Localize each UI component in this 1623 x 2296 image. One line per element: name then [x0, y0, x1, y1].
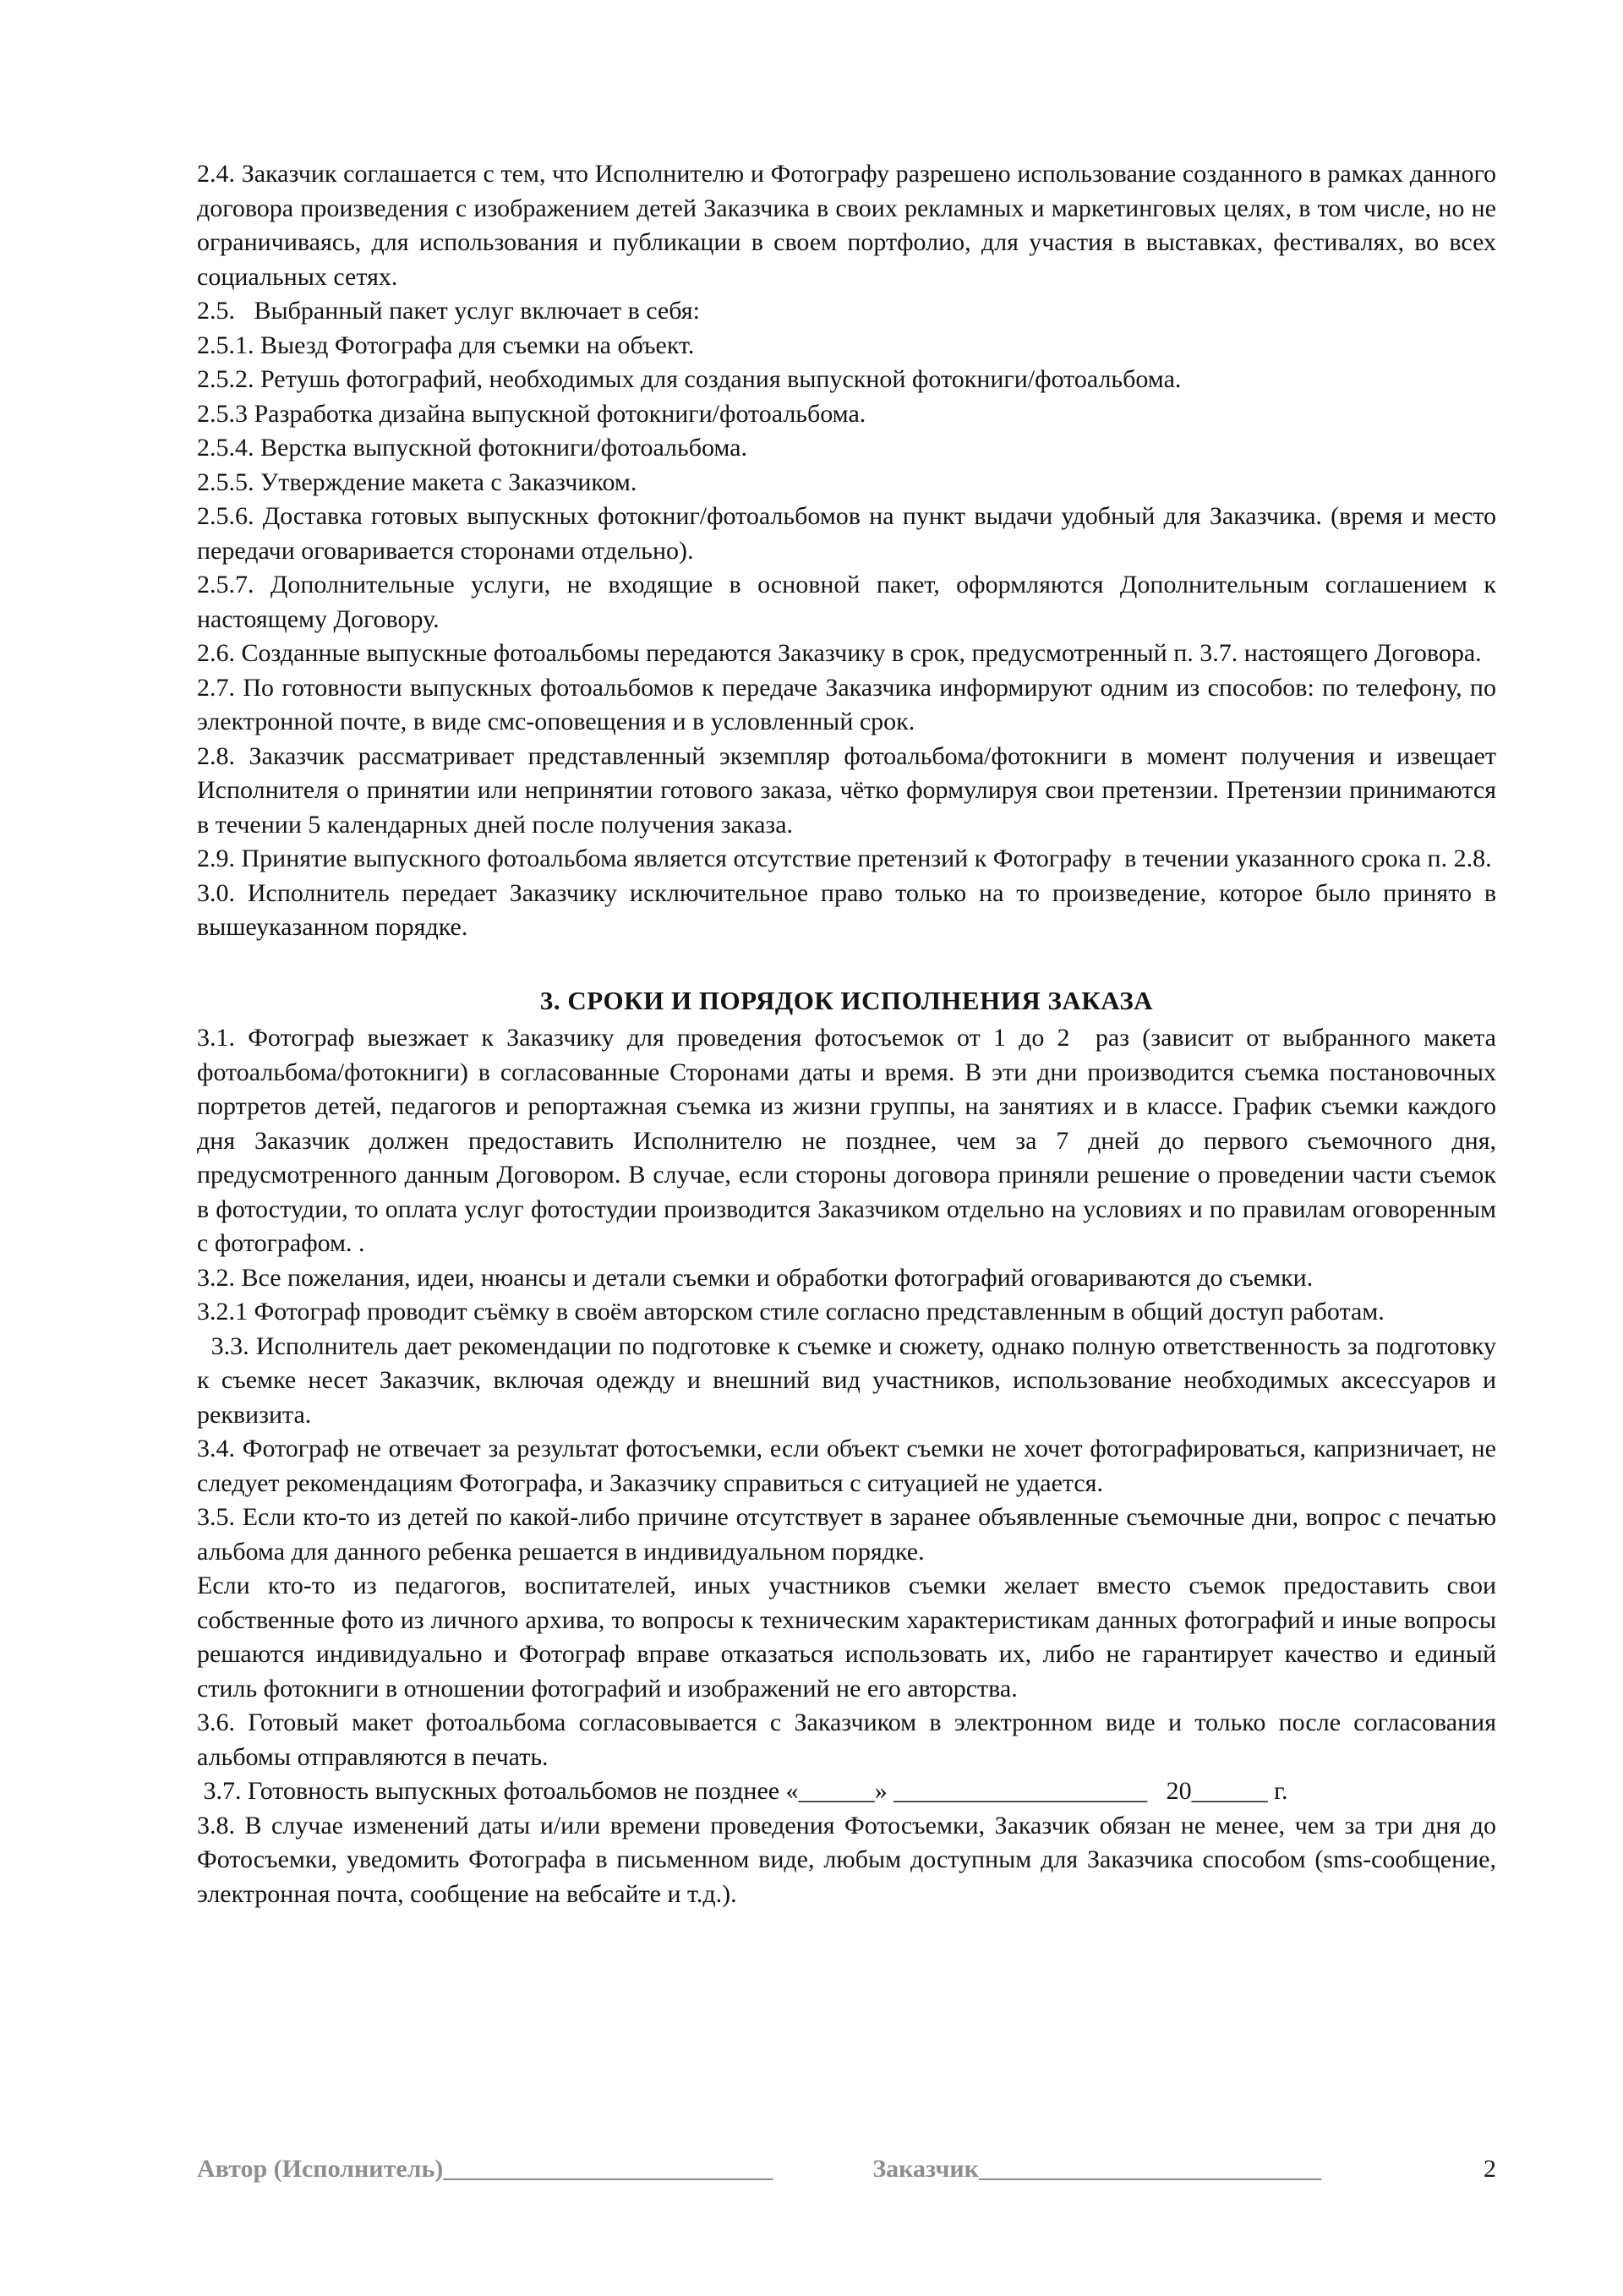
paragraph-2-9: 2.9. Принятие выпускного фотоальбома является отсутствие претензий к Фотографу в течении указанного срока п. 2.8.: [197, 845, 1492, 872]
paragraph-2-5-6: 2.5.6. Доставка готовых выпускных фотокниг/фотоальбомов на пункт выдачи удобный для Заказчика. (время и место передачи оговаривается сторонами отдельно).: [197, 502, 1503, 565]
paragraph-2-5-2: 2.5.2. Ретушь фотографий, необходимых для создания выпускной фотокниги/фотоальбома.: [197, 365, 1182, 393]
author-signature-line: __________________________: [443, 2155, 773, 2183]
author-signature-block: [197, 2155, 773, 2184]
paragraph-3-8: 3.8. В случае изменений даты и/или времени проведения Фотосъемки, Заказчик обязан не менее, чем за три дня до Фотосъемки, уведомить Фотографа в письменном виде, любым доступным для Заказчика способом (sms-сообщение, электронная почта, сообщение на вебсайте и т.д.).: [197, 1811, 1503, 1908]
paragraph-2-5-5: 2.5.5. Утверждение макета с Заказчиком.: [197, 467, 637, 496]
page-number: 2: [1484, 2155, 1496, 2183]
contract-body: [197, 157, 1503, 1911]
customer-signature-line: ___________________________: [978, 2155, 1321, 2183]
section-3-heading: 3. СРОКИ И ПОРЯДОК ИСПОЛНЕНИЯ ЗАКАЗА: [539, 985, 1154, 1015]
paragraph-3-2: 3.2. Все пожелания, идеи, нюансы и детали съемки и обработки фотографий оговариваются до съемки.: [197, 1263, 1314, 1292]
page-footer: [197, 2155, 1496, 2184]
paragraph-3-5-note: Если кто-то из педагогов, воспитателей, иных участников съемки желает вместо съемок предоставить свои собственные фото из личного архива, то вопросы к техническим характеристикам данных фотографий и иные вопросы решаются индивидуально и Фотограф вправе отказаться использовать их, либо не гарантирует качество и единый стиль фотокниги в отношении фотографий и изображений не его авторства.: [197, 1572, 1503, 1703]
paragraph-2-6: 2.6. Созданные выпускные фотоальбомы передаются Заказчику в срок, предусмотренный п. 3.7. настоящего Договора.: [197, 639, 1482, 667]
paragraph-3-3: 3.3. Исполнитель дает рекомендации по подготовке к съемке и сюжету, однако полную ответственность за подготовку к съемке несет Заказчик, включая одежду и внешний вид участников, использование необходимых аксессуаров и реквизита.: [197, 1331, 1503, 1429]
paragraph-3-4: 3.4. Фотограф не отвечает за результат фотосъемки, если объект съемки не хочет фотографироваться, капризничает, не следует рекомендациям Фотографа, и Заказчику справиться с ситуацией не удается.: [197, 1435, 1503, 1497]
paragraph-3-5: 3.5. Если кто-то из детей по какой-либо причине отсутствует в заранее объявленные съемочные дни, вопрос с печатью альбома для данного ребенка решается в индивидуальном порядке.: [197, 1503, 1503, 1566]
paragraph-3-6: 3.6. Готовый макет фотоальбома согласовывается с Заказчиком в электронном виде и только после согласования альбомы отправляются в печать.: [197, 1708, 1503, 1771]
paragraph-3-2-1: 3.2.1 Фотограф проводит съёмку в своём авторском стиле согласно представленным в общий доступ работам.: [197, 1298, 1385, 1326]
paragraph-3-7-date-blank: 3.7. Готовность выпускных фотоальбомов не позднее «______» ____________________ 20______ г.: [197, 1777, 1288, 1805]
paragraph-2-5-1: 2.5.1. Выезд Фотографа для съемки на объект.: [197, 331, 695, 359]
paragraph-2-5-7: 2.5.7. Дополнительные услуги, не входящие в основной пакет, оформляются Дополнительным соглашением к настоящему Договору.: [197, 571, 1503, 633]
author-label: Автор (Исполнитель): [197, 2155, 444, 2183]
paragraph-2-5: 2.5. Выбранный пакет услуг включает в себя:: [197, 297, 700, 325]
paragraph-3-1: 3.1. Фотограф выезжает к Заказчику для проведения фотосъемок от 1 до 2 раз (зависит от выбранного макета фотоальбома/фотокниги) в согласованные Сторонами даты и время. В эти дни производится съемка постановочных портретов детей, педагогов и репортажная съемка из жизни группы, на занятиях и в классе. График съемки каждого дня Заказчик должен предоставить Исполнителю не позднее, чем за 7 дней до первого съемочного дня, предусмотренного данным Договором. В случае, если стороны договора приняли решение о проведении части съемок в фотостудии, то оплата услуг фотостудии производится Заказчиком отдельно на условиях и по правилам оговоренным с фотографом. .: [197, 1024, 1503, 1257]
paragraph-2-7: 2.7. По готовности выпускных фотоальбомов к передаче Заказчика информируют одним из способов: по телефону, по электронной почте, в виде смс-оповещения и в условленный срок.: [197, 673, 1503, 735]
paragraph-2-4: 2.4. Заказчик соглашается с тем, что Исполнителю и Фотографу разрешено использование созданного в рамках данного договора произведения с изображением детей Заказчика в своих рекламных и маркетинговых целях, в том числе, но не ограничиваясь, для использования и публикации в своем портфолио, для участия в выставках, фестивалях, во всех социальных сетях.: [197, 160, 1503, 291]
customer-label: Заказчик: [872, 2155, 979, 2183]
paragraph-2-5-4: 2.5.4. Верстка выпускной фотокниги/фотоальбома.: [197, 434, 747, 462]
customer-signature-block: [872, 2155, 1321, 2184]
paragraph-2-5-3: 2.5.3 Разработка дизайна выпускной фотокниги/фотоальбома.: [197, 399, 866, 428]
paragraph-2-8: 2.8. Заказчик рассматривает представленный экземпляр фотоальбома/фотокниги в момент получения и извещает Исполнителя о принятии или непринятии готового заказа, чётко формулируя свои претензии. Претензии принимаются в течении 5 календарных дней после получения заказа.: [197, 741, 1503, 839]
paragraph-3-0: 3.0. Исполнитель передает Заказчику исключительное право только на то произведение, которое было принято в вышеуказанном порядке.: [197, 878, 1503, 941]
